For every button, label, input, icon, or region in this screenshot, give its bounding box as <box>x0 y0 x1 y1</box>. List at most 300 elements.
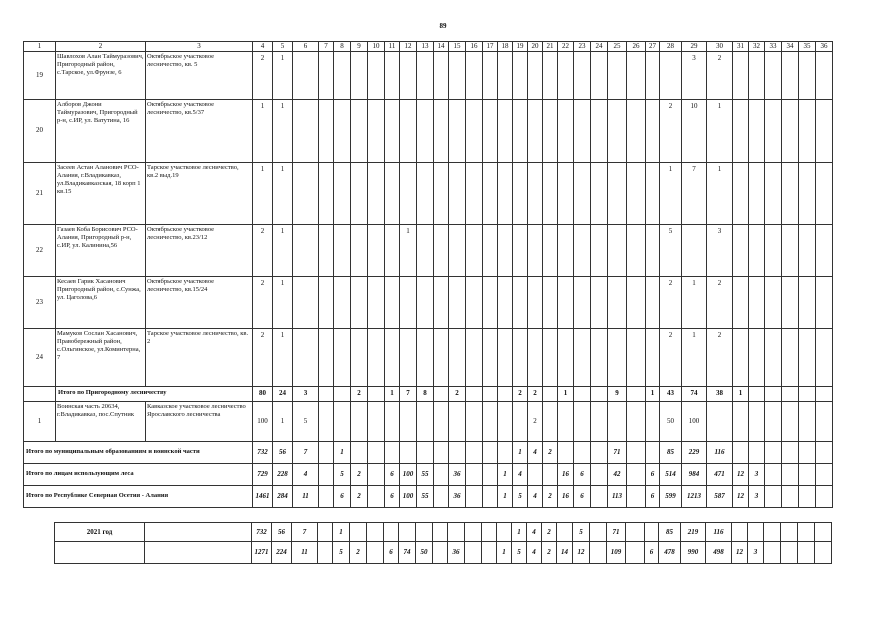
cell-col-22: 14 <box>557 542 573 564</box>
cell-col-24 <box>591 441 608 463</box>
cell-col-30: 471 <box>707 463 733 485</box>
column-number: 18 <box>498 42 513 52</box>
cell-col-31: 1 <box>733 386 749 401</box>
column-number: 20 <box>528 42 543 52</box>
cell-col-21 <box>543 463 558 485</box>
cell-col-32: 3 <box>748 542 764 564</box>
cell-col-4: 732 <box>253 441 273 463</box>
cell-col-10 <box>368 441 385 463</box>
cell-col-8 <box>334 401 351 441</box>
cell-col-14 <box>433 542 448 564</box>
column-number: 34 <box>782 42 799 52</box>
table-row <box>24 224 833 276</box>
cell-col-20: 4 <box>528 441 543 463</box>
cell-col-19: 1 <box>512 523 527 542</box>
cell-col-36 <box>816 386 833 401</box>
cell-col-22 <box>558 224 574 276</box>
cell-col-28: 2 <box>660 328 682 386</box>
cell-col-26 <box>627 401 646 441</box>
cell-col-28: 599 <box>660 485 682 507</box>
cell-col-29 <box>682 224 707 276</box>
cell-col-35 <box>799 276 816 328</box>
cell-col-24 <box>591 224 608 276</box>
cell-col-20 <box>528 463 543 485</box>
cell-col-33 <box>765 224 782 276</box>
cell-col-4: 80 <box>253 386 273 401</box>
cell-col-9 <box>350 523 367 542</box>
cell-col-18: 1 <box>498 485 513 507</box>
cell-col-17 <box>483 386 498 401</box>
cell-col-35 <box>799 162 816 224</box>
cell-col-10 <box>368 51 385 99</box>
cell-col-20: 4 <box>528 485 543 507</box>
cell-col-21 <box>543 401 558 441</box>
cell-col-20 <box>528 162 543 224</box>
cell-col-30: 1 <box>707 162 733 224</box>
column-number: 16 <box>466 42 483 52</box>
cell-col-28: 514 <box>660 463 682 485</box>
cell-col-16 <box>466 224 483 276</box>
cell-col-30: 116 <box>706 523 732 542</box>
cell-col-33 <box>765 328 782 386</box>
cell-col-13 <box>417 441 434 463</box>
cell-col-30: 2 <box>707 328 733 386</box>
row-number-empty <box>24 386 56 401</box>
cell-col-26 <box>626 542 645 564</box>
cell-col-14 <box>433 523 448 542</box>
cell-col-23: 5 <box>573 523 590 542</box>
cell-col-10 <box>368 386 385 401</box>
column-number: 9 <box>351 42 368 52</box>
cell-col-28: 478 <box>659 542 681 564</box>
cell-col-35 <box>799 401 816 441</box>
cell-col-5: 284 <box>273 485 293 507</box>
cell-col-9 <box>351 224 368 276</box>
cell-col-28: 43 <box>660 386 682 401</box>
column-number: 36 <box>816 42 833 52</box>
column-number: 8 <box>334 42 351 52</box>
cell-col-27 <box>645 523 659 542</box>
cell-col-25 <box>608 276 627 328</box>
forest-location: Октябрьское участковое лесничество, кв.23/12 <box>146 224 253 276</box>
cell-col-32 <box>749 401 765 441</box>
cell-col-6 <box>293 51 319 99</box>
column-number: 5 <box>273 42 293 52</box>
table-row <box>24 401 833 441</box>
cell-col-20 <box>528 276 543 328</box>
cell-col-15 <box>449 441 466 463</box>
cell-col-36 <box>816 441 833 463</box>
cell-col-13 <box>416 523 433 542</box>
cell-col-5: 56 <box>273 441 293 463</box>
cell-col-12: 100 <box>400 485 417 507</box>
cell-col-17 <box>482 542 497 564</box>
column-number: 31 <box>733 42 749 52</box>
cell-col-33 <box>765 276 782 328</box>
cell-col-20 <box>528 99 543 162</box>
cell-col-12 <box>400 99 417 162</box>
cell-col-19 <box>513 224 528 276</box>
cell-col-23 <box>574 441 591 463</box>
cell-col-25 <box>608 224 627 276</box>
cell-col-20 <box>528 224 543 276</box>
user-name-address: Мамуков Сослан Хасанович, Правобережный район, с.Ольгинское, ул.Коминтерна, 7 <box>56 328 146 386</box>
cell-col-29: 1 <box>682 276 707 328</box>
cell-col-31 <box>732 523 748 542</box>
cell-col-32 <box>749 162 765 224</box>
cell-col-25: 109 <box>607 542 626 564</box>
cell-col-19: 1 <box>513 441 528 463</box>
cell-col-29: 3 <box>682 51 707 99</box>
year-row <box>55 523 832 542</box>
cell-col-31: 12 <box>733 485 749 507</box>
empty-cell <box>145 523 252 542</box>
cell-col-34 <box>782 401 799 441</box>
cell-col-14 <box>434 162 449 224</box>
cell-col-14 <box>434 99 449 162</box>
cell-col-11: 1 <box>385 386 400 401</box>
cell-col-13 <box>417 328 434 386</box>
cell-col-35 <box>799 485 816 507</box>
cell-col-36 <box>816 224 833 276</box>
cell-col-16 <box>466 463 483 485</box>
cell-col-10 <box>367 542 384 564</box>
cell-col-26 <box>627 276 646 328</box>
row-number: 23 <box>24 276 56 328</box>
year-label: 2021 год <box>55 523 145 542</box>
cell-col-33 <box>765 401 782 441</box>
cell-col-10 <box>368 401 385 441</box>
cell-col-22 <box>558 162 574 224</box>
cell-col-11 <box>385 51 400 99</box>
cell-col-10 <box>368 463 385 485</box>
cell-col-12 <box>399 523 416 542</box>
cell-col-32 <box>749 441 765 463</box>
row-number: 22 <box>24 224 56 276</box>
cell-col-11 <box>385 276 400 328</box>
cell-col-21 <box>543 51 558 99</box>
cell-col-23 <box>574 328 591 386</box>
cell-col-30: 498 <box>706 542 732 564</box>
cell-col-30 <box>707 401 733 441</box>
column-number: 10 <box>368 42 385 52</box>
cell-col-36 <box>816 51 833 99</box>
table-row <box>24 276 833 328</box>
cell-col-21 <box>543 328 558 386</box>
user-name-address: Шавлохов Алан Таймуразович, Пригородный район, с.Тарское, ул.Фрунзе, 6 <box>56 51 146 99</box>
cell-col-14 <box>434 386 449 401</box>
cell-col-22 <box>558 401 574 441</box>
cell-col-18 <box>498 401 513 441</box>
cell-col-7 <box>319 162 334 224</box>
cell-col-22 <box>557 523 573 542</box>
cell-col-34 <box>782 463 799 485</box>
column-number: 6 <box>293 42 319 52</box>
column-number: 19 <box>513 42 528 52</box>
cell-col-27: 1 <box>646 386 660 401</box>
cell-col-36 <box>816 276 833 328</box>
column-number: 28 <box>660 42 682 52</box>
cell-col-10 <box>368 99 385 162</box>
cell-col-20: 2 <box>528 386 543 401</box>
cell-col-12 <box>400 401 417 441</box>
cell-col-14 <box>434 51 449 99</box>
cell-col-31 <box>733 51 749 99</box>
cell-col-13: 55 <box>417 485 434 507</box>
cell-col-6: 7 <box>293 441 319 463</box>
cell-col-23 <box>574 99 591 162</box>
cell-col-30: 116 <box>707 441 733 463</box>
cell-col-35 <box>798 523 815 542</box>
cell-col-35 <box>799 463 816 485</box>
total-label: Итого по Республике Северная Осетия - Алания <box>24 485 253 507</box>
cell-col-18: 1 <box>498 463 513 485</box>
cell-col-14 <box>434 276 449 328</box>
cell-col-12 <box>400 441 417 463</box>
cell-col-12 <box>400 276 417 328</box>
cell-col-32 <box>748 523 764 542</box>
cell-col-19 <box>513 276 528 328</box>
cell-col-24 <box>591 401 608 441</box>
cell-col-7 <box>319 441 334 463</box>
cell-col-26 <box>627 441 646 463</box>
row-number: 21 <box>24 162 56 224</box>
cell-col-36 <box>816 162 833 224</box>
cell-col-34 <box>782 276 799 328</box>
cell-col-30: 3 <box>707 224 733 276</box>
cell-col-23 <box>574 276 591 328</box>
cell-col-36 <box>816 401 833 441</box>
column-number: 22 <box>558 42 574 52</box>
cell-col-9 <box>351 328 368 386</box>
cell-col-8 <box>334 99 351 162</box>
cell-col-29: 100 <box>682 401 707 441</box>
table-row <box>24 51 833 99</box>
cell-col-31 <box>733 328 749 386</box>
cell-col-25: 42 <box>608 463 627 485</box>
cell-col-16 <box>466 401 483 441</box>
cell-col-28: 2 <box>660 99 682 162</box>
cell-col-18 <box>498 99 513 162</box>
cell-col-26 <box>627 224 646 276</box>
cell-col-27 <box>646 401 660 441</box>
cell-col-34 <box>781 542 798 564</box>
column-number: 23 <box>574 42 591 52</box>
total-row <box>24 441 833 463</box>
cell-col-4: 2 <box>253 276 273 328</box>
cell-col-7 <box>319 401 334 441</box>
row-number: 19 <box>24 51 56 99</box>
cell-col-5: 228 <box>273 463 293 485</box>
cell-col-10 <box>368 328 385 386</box>
row-number: 24 <box>24 328 56 386</box>
cell-col-25 <box>608 99 627 162</box>
cell-col-17 <box>482 523 497 542</box>
cell-col-6: 7 <box>292 523 318 542</box>
cell-col-15 <box>448 523 465 542</box>
cell-col-22: 16 <box>558 463 574 485</box>
cell-col-36 <box>816 328 833 386</box>
cell-col-27 <box>646 162 660 224</box>
cell-col-12 <box>400 162 417 224</box>
cell-col-29: 1213 <box>682 485 707 507</box>
cell-col-8 <box>334 386 351 401</box>
cell-col-23: 12 <box>573 542 590 564</box>
cell-col-10 <box>368 224 385 276</box>
cell-col-15 <box>449 224 466 276</box>
column-number-row <box>24 42 833 52</box>
cell-col-29: 229 <box>682 441 707 463</box>
cell-col-32 <box>749 276 765 328</box>
cell-col-26 <box>626 523 645 542</box>
cell-col-8: 5 <box>333 542 350 564</box>
cell-col-8: 1 <box>333 523 350 542</box>
column-number: 25 <box>608 42 627 52</box>
cell-col-24 <box>591 485 608 507</box>
column-number: 24 <box>591 42 608 52</box>
cell-col-13 <box>417 51 434 99</box>
empty-cell <box>145 542 252 564</box>
cell-col-13 <box>417 99 434 162</box>
forest-location: Кавказское участковое лесничество Ярославского лесничества <box>146 401 253 441</box>
cell-col-7 <box>319 485 334 507</box>
total-label: Итого по лицам использующим леса <box>24 463 253 485</box>
cell-col-25 <box>608 328 627 386</box>
cell-col-25 <box>608 162 627 224</box>
cell-col-8: 1 <box>334 441 351 463</box>
cell-col-8 <box>334 276 351 328</box>
cell-col-7 <box>319 386 334 401</box>
cell-col-17 <box>483 224 498 276</box>
cell-col-18 <box>498 51 513 99</box>
cell-col-15 <box>449 99 466 162</box>
cell-col-29: 990 <box>681 542 706 564</box>
cell-col-12: 100 <box>400 463 417 485</box>
cell-col-24 <box>591 463 608 485</box>
column-number: 2 <box>56 42 146 52</box>
cell-col-16 <box>466 51 483 99</box>
cell-col-34 <box>782 162 799 224</box>
column-number: 12 <box>400 42 417 52</box>
cell-col-7 <box>319 276 334 328</box>
cell-col-27 <box>646 51 660 99</box>
column-number: 3 <box>146 42 253 52</box>
cell-col-29: 7 <box>682 162 707 224</box>
cell-col-35 <box>799 328 816 386</box>
total-row <box>24 485 833 507</box>
cell-col-19 <box>513 328 528 386</box>
cell-col-33 <box>765 99 782 162</box>
table-row <box>24 328 833 386</box>
column-number: 26 <box>627 42 646 52</box>
cell-col-32 <box>749 328 765 386</box>
column-number: 1 <box>24 42 56 52</box>
year-comparison-table <box>54 522 832 564</box>
cell-col-27: 6 <box>646 485 660 507</box>
cell-col-9 <box>351 276 368 328</box>
cell-col-32: 3 <box>749 485 765 507</box>
cell-col-17 <box>483 99 498 162</box>
cell-col-21 <box>543 276 558 328</box>
cell-col-30: 2 <box>707 276 733 328</box>
cell-col-24 <box>591 276 608 328</box>
cell-col-7 <box>319 463 334 485</box>
cell-col-6: 5 <box>293 401 319 441</box>
cell-col-29: 1 <box>682 328 707 386</box>
total-label: Итого по муниципальным образованиям и воинской части <box>24 441 253 463</box>
cell-col-33 <box>765 51 782 99</box>
cell-col-25: 71 <box>607 523 626 542</box>
cell-col-22 <box>558 328 574 386</box>
user-name-address: Воинская часть 20634, г.Владикавказ, пос.Спутник <box>56 401 146 441</box>
cell-col-21: 2 <box>542 523 557 542</box>
year-row <box>55 542 832 564</box>
cell-col-36 <box>815 523 832 542</box>
cell-col-7 <box>319 224 334 276</box>
cell-col-18 <box>497 523 512 542</box>
cell-col-23 <box>574 51 591 99</box>
cell-col-21: 2 <box>543 485 558 507</box>
cell-col-31 <box>733 441 749 463</box>
cell-col-24 <box>591 162 608 224</box>
cell-col-29: 219 <box>681 523 706 542</box>
cell-col-14 <box>434 485 449 507</box>
cell-col-6 <box>293 276 319 328</box>
cell-col-27 <box>646 224 660 276</box>
cell-col-9 <box>351 441 368 463</box>
cell-col-13: 8 <box>417 386 434 401</box>
cell-col-17 <box>483 276 498 328</box>
cell-col-17 <box>483 463 498 485</box>
cell-col-6 <box>293 328 319 386</box>
cell-col-31 <box>733 162 749 224</box>
cell-col-34 <box>782 386 799 401</box>
year-label <box>55 542 145 564</box>
cell-col-20: 4 <box>527 542 542 564</box>
user-name-address: Алборов Джони Таймуразович, Пригородный р-н, с.ИР, ул. Ватутина, 16 <box>56 99 146 162</box>
cell-col-33 <box>765 386 782 401</box>
cell-col-8: 6 <box>334 485 351 507</box>
cell-col-9 <box>351 401 368 441</box>
cell-col-8 <box>334 51 351 99</box>
column-number: 21 <box>543 42 558 52</box>
cell-col-8 <box>334 328 351 386</box>
forest-location: Октябрьское участковое лесничество, кв.15/24 <box>146 276 253 328</box>
cell-col-18 <box>498 441 513 463</box>
total-row <box>24 386 833 401</box>
cell-col-31: 12 <box>733 463 749 485</box>
cell-col-4: 1 <box>253 99 273 162</box>
cell-col-32: 3 <box>749 463 765 485</box>
cell-col-11 <box>385 328 400 386</box>
cell-col-5: 224 <box>272 542 292 564</box>
cell-col-20: 4 <box>527 523 542 542</box>
cell-col-35 <box>799 386 816 401</box>
cell-col-34 <box>782 328 799 386</box>
cell-col-12: 1 <box>400 224 417 276</box>
cell-col-11 <box>385 99 400 162</box>
cell-col-28: 85 <box>660 441 682 463</box>
cell-col-9: 2 <box>350 542 367 564</box>
cell-col-12 <box>400 51 417 99</box>
cell-col-24 <box>591 51 608 99</box>
cell-col-29: 10 <box>682 99 707 162</box>
column-number: 35 <box>799 42 816 52</box>
cell-col-21 <box>543 99 558 162</box>
cell-col-10 <box>368 162 385 224</box>
cell-col-31: 12 <box>732 542 748 564</box>
cell-col-15 <box>449 401 466 441</box>
